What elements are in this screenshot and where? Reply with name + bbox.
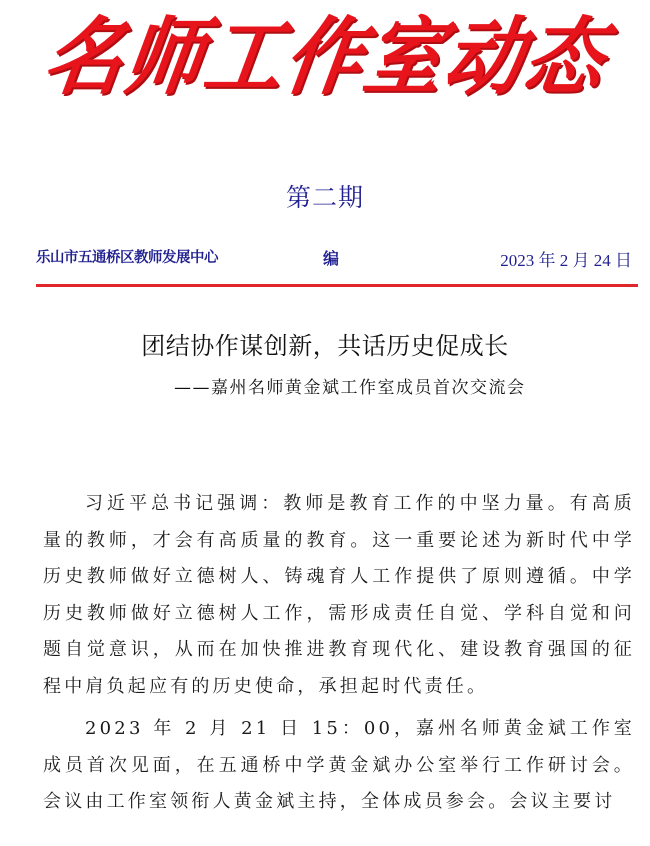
issue-date: 2023 年 2 月 24 日 [500,251,632,270]
edit-label: 编 [323,249,340,268]
issue-number: 第二期 [285,183,364,212]
publisher: 乐山市五通桥区教师发展中心 [36,250,218,266]
paragraph: 习近平总书记强调：教师是教育工作的中坚力量。有高质量的教师，才会有高质量的教育。这一重要论述为新时代中学历史教师做好立德树人、铸魂育人工作提供了原则遵循。中学历史教师做好立德树人工作，需形成责任自觉、学科自觉和问题自觉意识，从而在加快推进教育现代化、建设教育强国的征程中肩负起应有的历史使命，承担起时代责任。 [43,493,635,697]
article-body [43,486,635,827]
masthead [0,2,650,120]
info-bar [36,246,636,270]
article-subtitle: ——嘉州名师黄金斌工作室成员首次交流会 [174,378,526,398]
header-divider [36,284,638,287]
article-title: 团结协作谋创新，共话历史促成长 [141,332,509,360]
paragraph: 2023 年 2 月 21 日 15：00，嘉州名师黄金斌工作室成员首次见面，在五通桥中学黄金斌办公室举行工作研讨会。会议由工作室领衔人黄金斌主持，全体成员参会。会议主要讨 [43,718,635,812]
masthead-title: 名师工作室动态 [38,9,612,107]
